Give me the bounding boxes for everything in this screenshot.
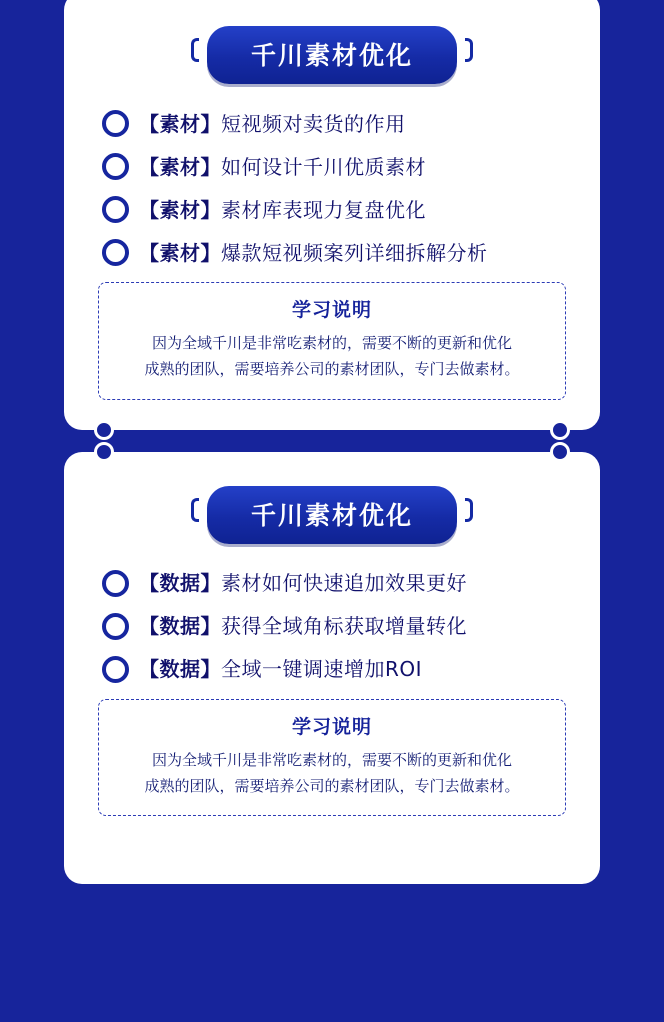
list-item-tag: 【素材】 — [139, 111, 221, 136]
bullet-dot-icon — [102, 570, 129, 597]
note-body — [117, 747, 547, 800]
note-line: 因为全域千川是非常吃素材的，需要不断的更新和优化 — [151, 750, 512, 769]
note-line: 成熟的团队，需要培养公司的素材团队，专门去做素材。 — [144, 360, 520, 379]
note-line: 因为全域千川是非常吃素材的，需要不断的更新和优化 — [151, 334, 512, 352]
list-item — [102, 570, 574, 597]
card-notch-top-left — [94, 442, 114, 462]
bullet-dot-icon — [102, 239, 129, 266]
list-item-tag: 【素材】 — [139, 240, 221, 265]
bullet-dot-icon — [102, 110, 129, 137]
list-item-tag: 【数据】 — [139, 614, 221, 638]
bullet-dot-icon — [102, 613, 129, 640]
card-1-title-wrap — [64, 26, 600, 84]
list-item-text — [139, 155, 426, 179]
note-title: 学习说明 — [291, 300, 372, 321]
card-1-list — [64, 110, 600, 266]
list-item-label: 爆款短视频案列详细拆解分析 — [221, 240, 488, 265]
list-item — [102, 153, 574, 180]
list-item-text — [139, 657, 422, 681]
list-item-label: 素材如何快速追加效果更好 — [221, 571, 467, 595]
list-item — [102, 613, 574, 640]
list-item-text — [139, 112, 406, 136]
bullet-dot-icon — [102, 153, 129, 180]
bullet-dot-icon — [102, 196, 129, 223]
list-item-label: 素材库表现力复盘优化 — [221, 197, 426, 222]
card-2-list — [64, 570, 600, 683]
note-line: 成熟的团队，需要培养公司的素材团队，专门去做素材。 — [144, 776, 520, 795]
card-notch-bottom-right — [550, 420, 570, 440]
list-item-tag: 【数据】 — [139, 657, 221, 681]
note-title: 学习说明 — [291, 716, 372, 738]
list-item-label: 短视频对卖货的作用 — [221, 111, 406, 136]
list-item-text — [139, 571, 467, 595]
card-2-title-wrap — [64, 486, 600, 544]
note-body — [117, 330, 547, 383]
list-item-tag: 【素材】 — [139, 154, 221, 179]
list-item-text — [139, 241, 488, 265]
list-item — [102, 656, 574, 683]
content-card-1 — [64, 0, 600, 430]
content-card-2 — [64, 452, 600, 885]
card-notch-top-right — [550, 0, 570, 2]
list-item-text — [139, 198, 426, 222]
list-item-label: 全域一键调速增加ROI — [221, 657, 423, 681]
card-notch-bottom-left — [94, 420, 114, 440]
bullet-dot-icon — [102, 656, 129, 683]
card-1-title: 千川素材优化 — [207, 26, 457, 84]
card-1-note — [98, 282, 566, 400]
list-item-tag: 【数据】 — [139, 571, 221, 595]
list-item — [102, 239, 574, 266]
list-item-label: 获得全域角标获取增量转化 — [221, 614, 467, 638]
card-notch-top-right — [550, 442, 570, 462]
list-item — [102, 196, 574, 223]
list-item-text — [139, 614, 467, 638]
card-2-note — [98, 699, 566, 817]
list-item-label: 如何设计千川优质素材 — [221, 154, 426, 179]
card-notch-top-left — [94, 0, 114, 2]
list-item-tag: 【素材】 — [139, 197, 221, 222]
card-2-title: 千川素材优化 — [207, 486, 457, 544]
list-item — [102, 110, 574, 137]
